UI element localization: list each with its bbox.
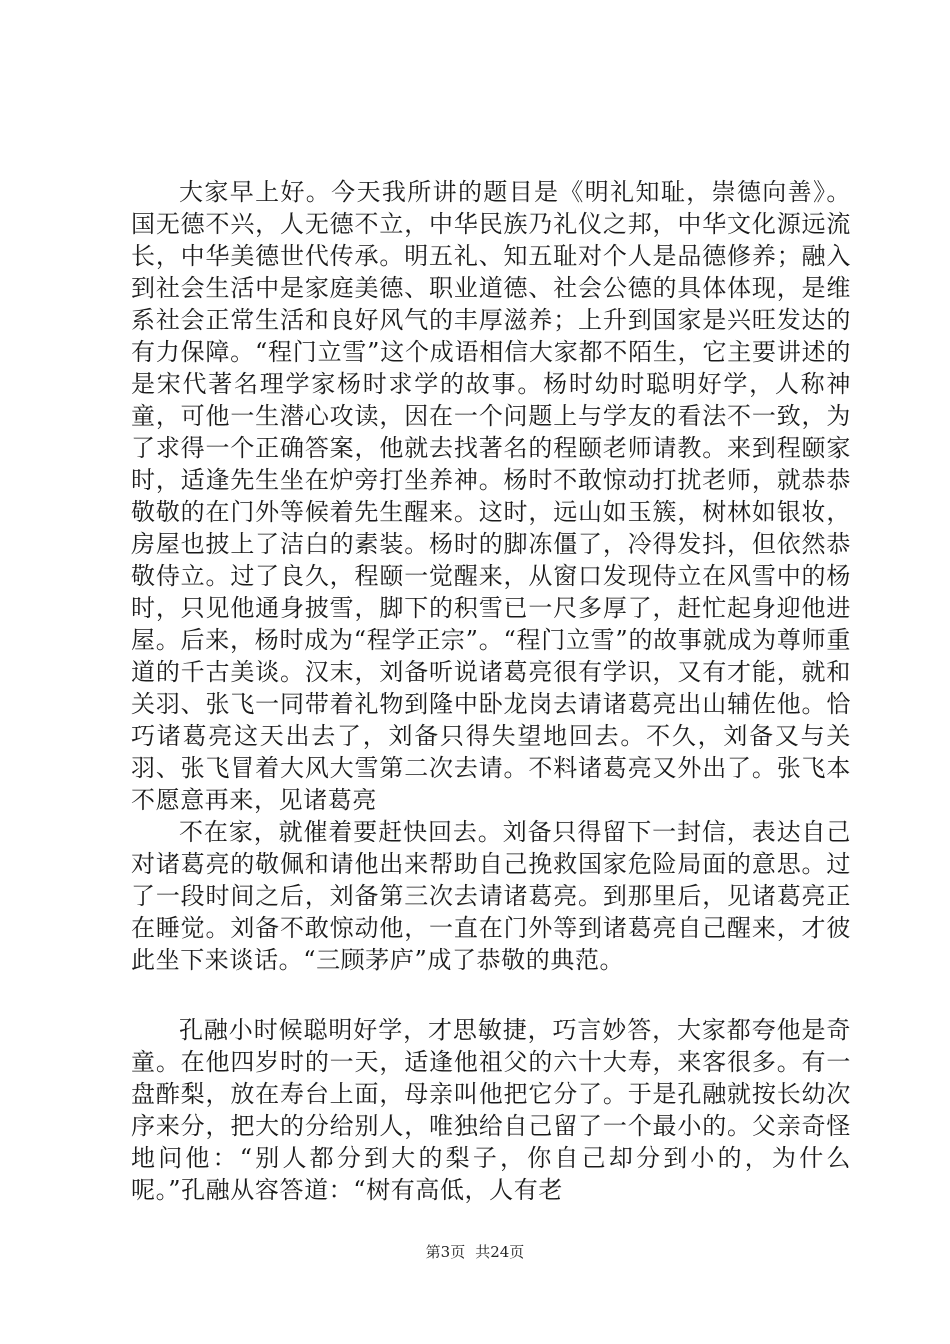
- paragraph-cheng-men-li-xue: 大家早上好。今天我所讲的题目是《明礼知耻，崇德向善》。国无德不兴，人无德不立，中华民族乃礼仪之邦，中华文化源远流长，中华美德世代传承。明五礼、知五耻对个人是品德修养；融入到社会生活中是家庭美德、职业道德、社会公德的具体体现，是维系社会正常生活和良好风气的丰厚滋养；上升到国家是兴旺发达的有力保障。“程门立雪”这个成语相信大家都不陌生，它主要讲述的是宋代著名理学家杨时求学的故事。杨时幼时聪明好学，人称神童，可他一生潜心攻读，因在一个问题上与学友的看法不一致，为了求得一个正确答案，他就去找著名的程颐老师请教。来到程颐家时，适逢先生坐在炉旁打坐养神。杨时不敢惊动打扰老师，就恭恭敬敬的在门外等候着先生醒来。这时，远山如玉簇，树林如银妆，房屋也披上了洁白的素装。杨时的脚冻僵了，冷得发抖，但依然恭敬侍立。过了良久，程颐一觉醒来，从窗口发现侍立在风雪中的杨时，只见他通身披雪，脚下的积雪已一尺多厚了，赶忙起身迎他进屋。后来，杨时成为“程学正宗”。“程门立雪”的故事就成为尊师重道的千古美谈。汉末，刘备听说诸葛亮很有学识，又有才能，就和关羽、张飞一同带着礼物到隆中卧龙岗去请诸葛亮出山辅佐他。恰巧诸葛亮这天出去了，刘备只得失望地回去。不久，刘备又与关羽、张飞冒着大风大雪第二次去请。不料诸葛亮又外出了。张飞本不愿意再来，见诸葛亮: [131, 178, 851, 814]
- paragraph-san-gu-mao-lu: 不在家，就催着要赶快回去。刘备只得留下一封信，表达自己对诸葛亮的敬佩和请他出来帮助自己挽救国家危险局面的意思。过了一段时间之后，刘备第三次去请诸葛亮。到那里后，见诸葛亮正在睡觉。刘备不敢惊动他，一直在门外等到诸葛亮自己醒来，才彼此坐下来谈话。“三顾茅庐”成了恭敬的典范。: [131, 818, 851, 974]
- paragraph-kong-rong-rang-li: 孔融小时候聪明好学，才思敏捷，巧言妙答，大家都夸他是奇童。在他四岁时的一天，适逢他祖父的六十大寿，来客很多。有一盘酢梨，放在寿台上面，母亲叫他把它分了。于是孔融就按长幼次序来分，把大的分给别人，唯独给自己留了一个最小的。父亲奇怪地问他：“别人都分到大的梨子，你自己却分到小的，为什么呢。”孔融从容答道：“树有高低，人有老: [131, 1016, 851, 1204]
- document-body: [131, 176, 851, 1206]
- page-footer: [0, 1242, 950, 1262]
- total-pages: 共24页: [475, 1243, 525, 1261]
- page-number: 第3页: [425, 1243, 466, 1261]
